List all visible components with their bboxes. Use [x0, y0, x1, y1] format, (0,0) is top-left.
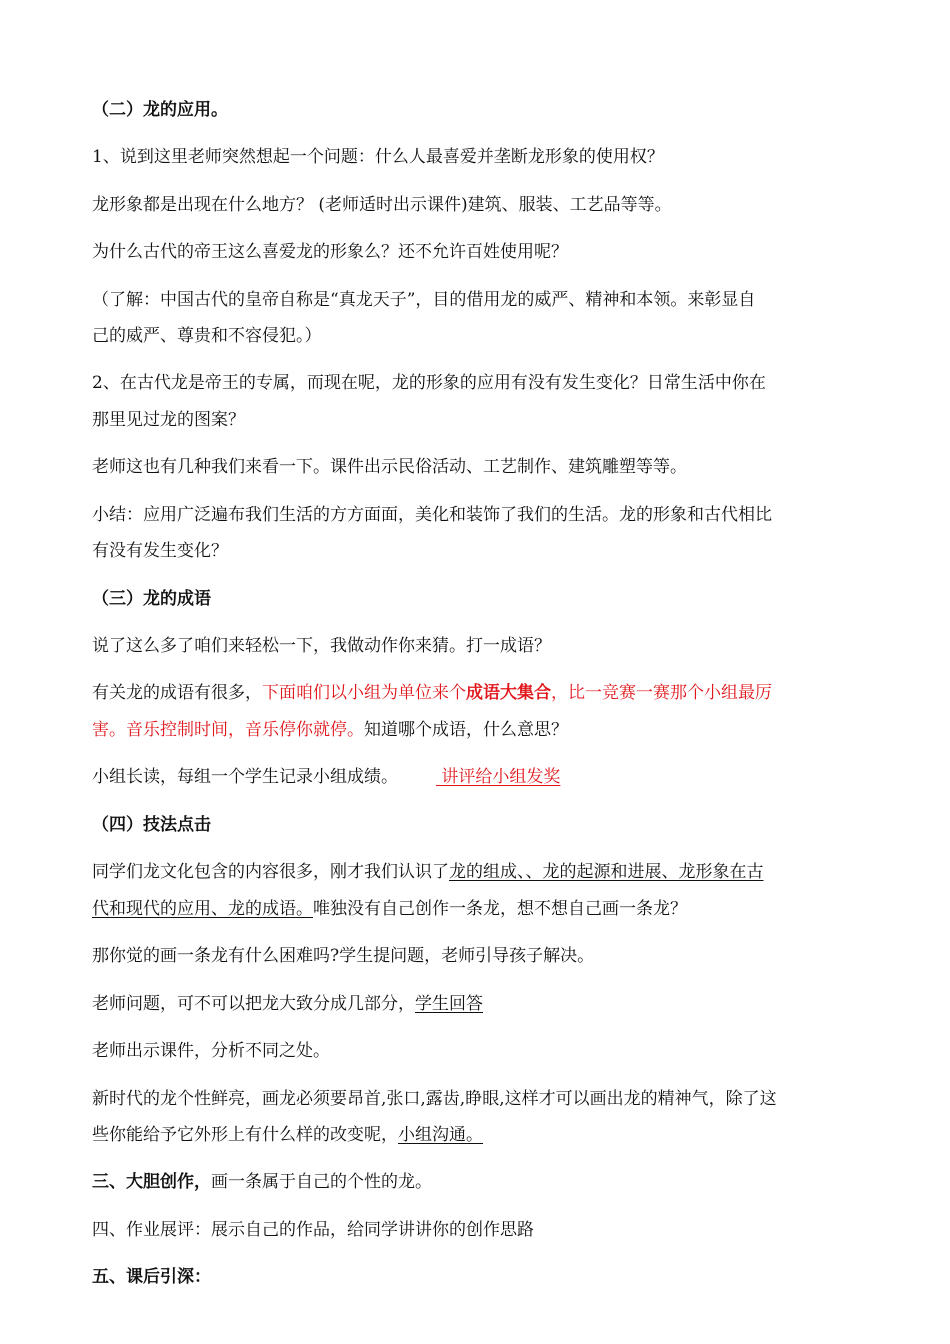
paragraph-11-line-1	[92, 861, 862, 883]
paragraph-13	[92, 993, 862, 1015]
step-3	[92, 1171, 862, 1193]
section-heading-3: （三）龙的成语	[92, 589, 211, 609]
paragraph-12: 那你觉的画一条龙有什么困难吗?学生提问题，老师引导孩子解决。	[92, 946, 595, 966]
paragraph-13-text: 老师问题，可不可以把龙大致分成几部分，	[92, 994, 415, 1014]
step-3-text: 画一条属于自己的个性的龙。	[211, 1172, 432, 1192]
paragraph-9-line-2	[92, 719, 862, 741]
paragraph-2: 龙形象都是出现在什么地方？ (老师适时出示课件)建筑、服装、工艺品等等。	[92, 195, 672, 215]
paragraph-9-highlight-end: ，比一竞赛一赛那个小组最厉	[551, 683, 772, 703]
paragraph-11-underlined-line-2: 代和现代的应用、龙的成语。	[92, 899, 313, 919]
paragraph-11-text: 同学们龙文化包含的内容很多，刚才我们认识了	[92, 862, 449, 882]
paragraph-5-line-2: 那里见过龙的图案？	[92, 410, 245, 430]
step-5: 五、课后引深：	[92, 1267, 211, 1287]
paragraph-11-underlined: 龙的组成、、龙的起源和进展、龙形象在古	[449, 862, 764, 882]
paragraph-14: 老师出示课件，分析不同之处。	[92, 1041, 330, 1061]
paragraph-9-text-line-2: 知道哪个成语，什么意思？	[364, 720, 568, 740]
paragraph-10	[92, 766, 862, 788]
paragraph-13-underlined: 学生回答	[415, 994, 483, 1014]
paragraph-9-line-1	[92, 682, 862, 704]
section-heading-4: （四）技法点击	[92, 815, 211, 835]
paragraph-1: 1、说到这里老师突然想起一个问题：什么人最喜爱并垄断龙形象的使用权？	[92, 147, 664, 167]
paragraph-7-line-1: 小结：应用广泛遍布我们生活的方方面面，美化和装饰了我们的生活。龙的形象和古代相比	[92, 505, 772, 525]
paragraph-9-highlight: 下面咱们以小组为单位来个	[262, 683, 466, 703]
paragraph-15-line-1: 新时代的龙个性鲜亮，画龙必须要昂首,张口,露齿,睁眼,这样才可以画出龙的精神气，除了这	[92, 1089, 777, 1109]
step-4: 四、作业展评：展示自己的作品，给同学讲讲你的创作思路	[92, 1220, 534, 1240]
step-3-heading: 三、大胆创作，	[92, 1172, 211, 1192]
paragraph-15-underlined: 小组沟通。	[398, 1125, 483, 1145]
paragraph-9-text: 有关龙的成语有很多，	[92, 683, 262, 703]
paragraph-10-text: 小组长读，每组一个学生记录小组成绩。	[92, 767, 398, 787]
paragraph-15-text: 些你能给予它外形上有什么样的改变呢，	[92, 1125, 398, 1145]
paragraph-4-line-1: （了解：中国古代的皇帝自称是“真龙天子”，目的借用龙的威严、精神和本领。来彰显自	[92, 290, 756, 310]
paragraph-9-highlight-line-2: 害。音乐控制时间，音乐停你就停。	[92, 720, 364, 740]
paragraph-8: 说了这么多了咱们来轻松一下，我做动作你来猜。打一成语？	[92, 636, 551, 656]
section-heading-2: （二）龙的应用。	[92, 100, 228, 120]
paragraph-3: 为什么古代的帝王这么喜爱龙的形象么？还不允许百姓使用呢？	[92, 242, 568, 262]
paragraph-10-highlight: 讲评给小组发奖	[436, 767, 561, 787]
paragraph-11-text-line-2: 唯独没有自己创作一条龙，想不想自己画一条龙？	[313, 899, 687, 919]
paragraph-9-highlight-bold: 成语大集合	[466, 683, 551, 703]
paragraph-7-line-2: 有没有发生变化？	[92, 541, 228, 561]
paragraph-15-line-2	[92, 1124, 862, 1146]
paragraph-6: 老师这也有几种我们来看一下。课件出示民俗活动、工艺制作、建筑雕塑等等。	[92, 457, 687, 477]
paragraph-11-line-2	[92, 898, 862, 920]
paragraph-5-line-1: 2、在古代龙是帝王的专属，而现在呢，龙的形象的应用有没有发生变化？日常生活中你在	[92, 373, 766, 393]
paragraph-4-line-2: 己的威严、尊贵和不容侵犯。）	[92, 326, 322, 346]
